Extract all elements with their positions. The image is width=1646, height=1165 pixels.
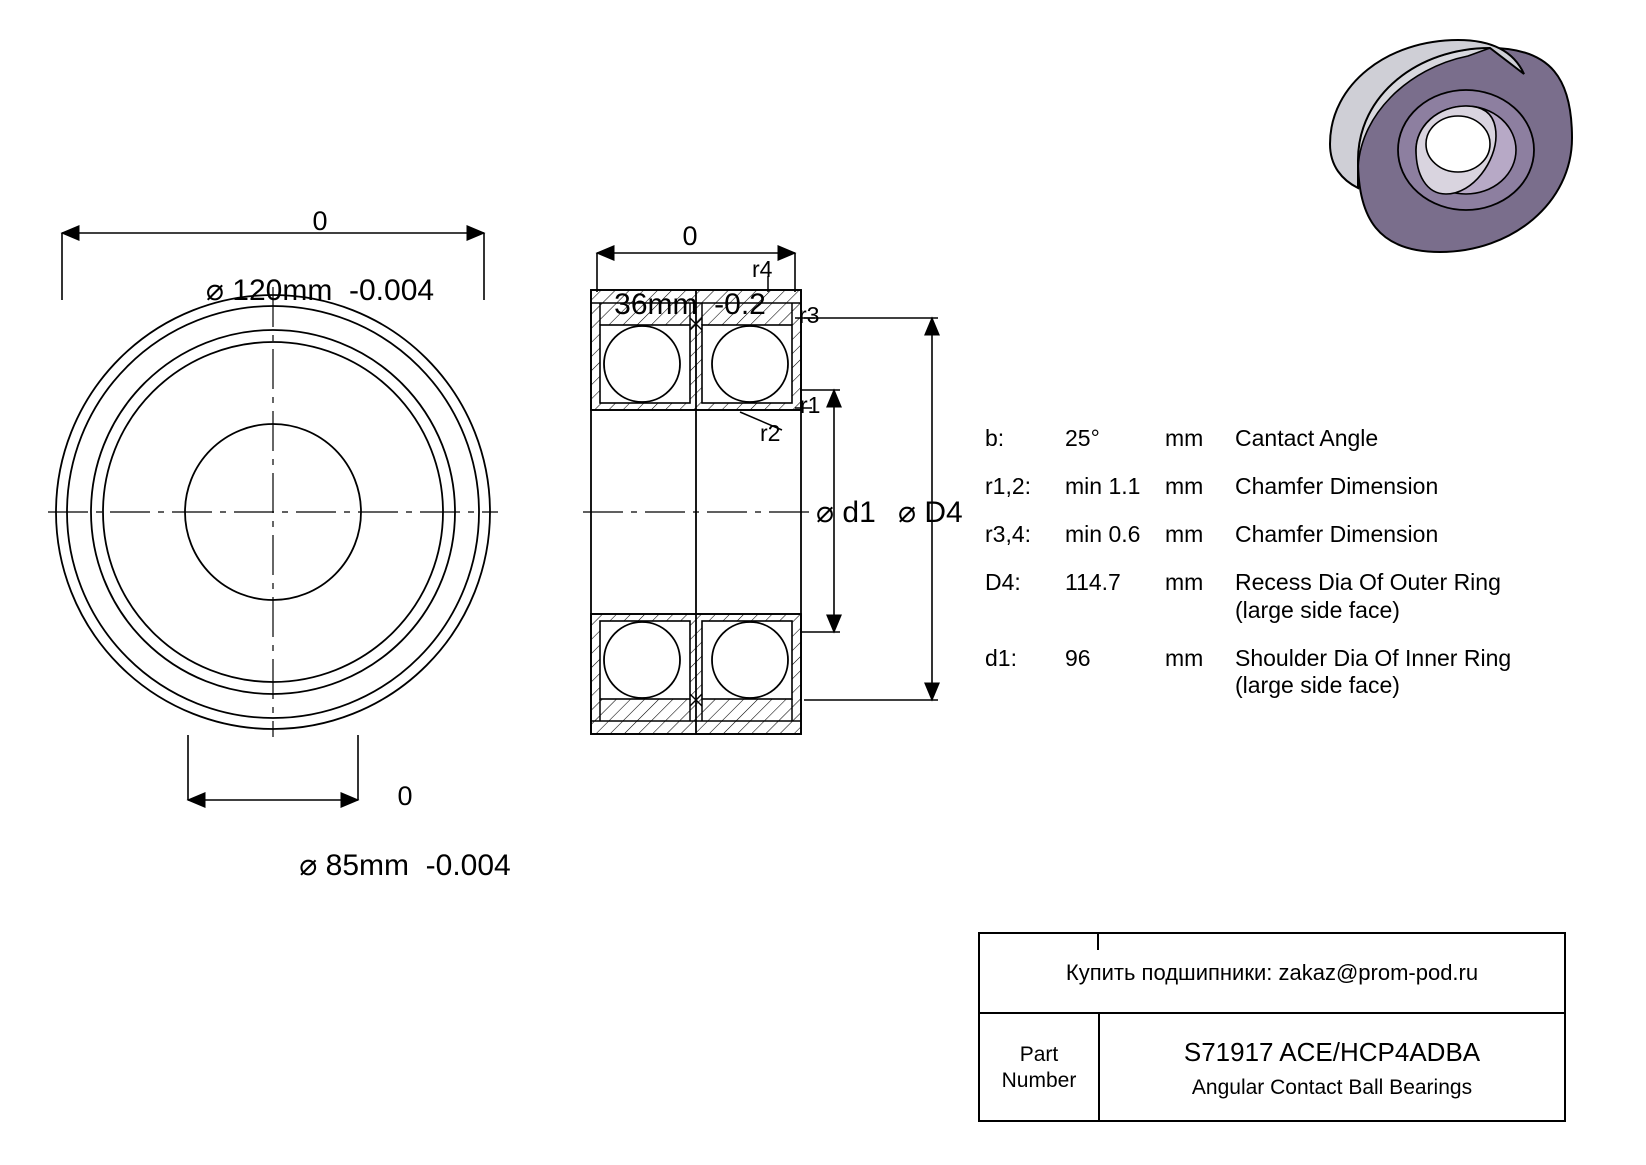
spec-description-line1: Chamfer Dimension <box>1235 473 1439 500</box>
spec-row <box>985 473 1585 500</box>
dim-inner-diameter-tolerance: 0 <box>397 781 413 811</box>
spec-key: r3,4: <box>985 521 1032 548</box>
spec-description-line2: (large side face) <box>1235 671 1400 698</box>
spec-row <box>985 645 1585 699</box>
spec-description-line1: Shoulder Dia Of Inner Ring <box>1235 644 1512 671</box>
spec-description <box>1235 569 1585 623</box>
spec-table <box>985 425 1585 720</box>
spec-row <box>985 425 1585 452</box>
product-family: Angular Contact Ball Bearings <box>1191 1075 1473 1099</box>
spec-row <box>985 521 1585 548</box>
callout-r2: r2 <box>760 420 781 446</box>
callout-r4: r4 <box>752 256 773 282</box>
spec-description <box>1235 425 1585 452</box>
dim-inner-diameter-value: ⌀ 85mm -0.004 <box>299 849 511 882</box>
spec-unit: mm <box>1165 521 1204 548</box>
dim-inner-diameter-label <box>185 745 625 901</box>
spec-description <box>1235 521 1585 548</box>
spec-row <box>985 569 1585 623</box>
part-number-label-line1: Part <box>1019 1042 1059 1066</box>
title-block-part-row <box>980 1014 1564 1122</box>
spec-key: D4: <box>985 569 1021 596</box>
callout-D4: ⌀ D4 <box>898 496 963 529</box>
spec-value: 25° <box>1065 425 1100 451</box>
front-view-centerlines <box>48 287 498 737</box>
part-number-value-cell <box>1100 1014 1564 1122</box>
dim-width-tolerance: 0 <box>682 221 698 251</box>
dim-outer-diameter-label <box>150 170 490 326</box>
spec-description-line1: Recess Dia Of Outer Ring <box>1235 569 1501 596</box>
spec-unit: mm <box>1165 425 1204 451</box>
isometric-bearing <box>1330 40 1572 252</box>
spec-description <box>1235 645 1585 699</box>
callout-r3: r3 <box>799 302 820 328</box>
callout-r1: r1 <box>800 392 821 418</box>
spec-description-line1: Cantact Angle <box>1235 425 1379 451</box>
dim-width-value: 36mm -0.2 <box>614 288 766 321</box>
spec-value: 114.7 <box>1065 569 1121 596</box>
spec-description <box>1235 473 1585 500</box>
spec-unit: mm <box>1165 644 1204 671</box>
spec-unit: mm <box>1165 569 1204 596</box>
contact-email: Купить подшипники: zakaz@prom-pod.ru <box>1065 960 1479 985</box>
spec-key: r1,2: <box>985 473 1032 500</box>
part-number-value: S71917 ACE/HCP4ADBA <box>1183 1036 1481 1067</box>
dim-outer-diameter-tolerance: 0 <box>312 206 328 236</box>
spec-key: b: <box>985 425 1005 451</box>
spec-value: 96 <box>1065 644 1091 671</box>
spec-key: d1: <box>985 644 1017 671</box>
spec-description-line1: Chamfer Dimension <box>1235 521 1439 548</box>
spec-value: min 0.6 <box>1065 521 1141 548</box>
title-block-contact-row <box>980 934 1564 1014</box>
title-block <box>978 932 1566 1122</box>
part-number-label <box>980 1014 1100 1122</box>
spec-unit: mm <box>1165 473 1204 500</box>
spec-value: min 1.1 <box>1065 473 1141 500</box>
callout-d1: ⌀ d1 <box>816 496 876 529</box>
dim-outer-diameter-value: ⌀ 120mm -0.004 <box>205 274 435 307</box>
spec-description-line2: (large side face) <box>1235 596 1400 623</box>
part-number-label-line2: Number <box>1001 1069 1077 1092</box>
